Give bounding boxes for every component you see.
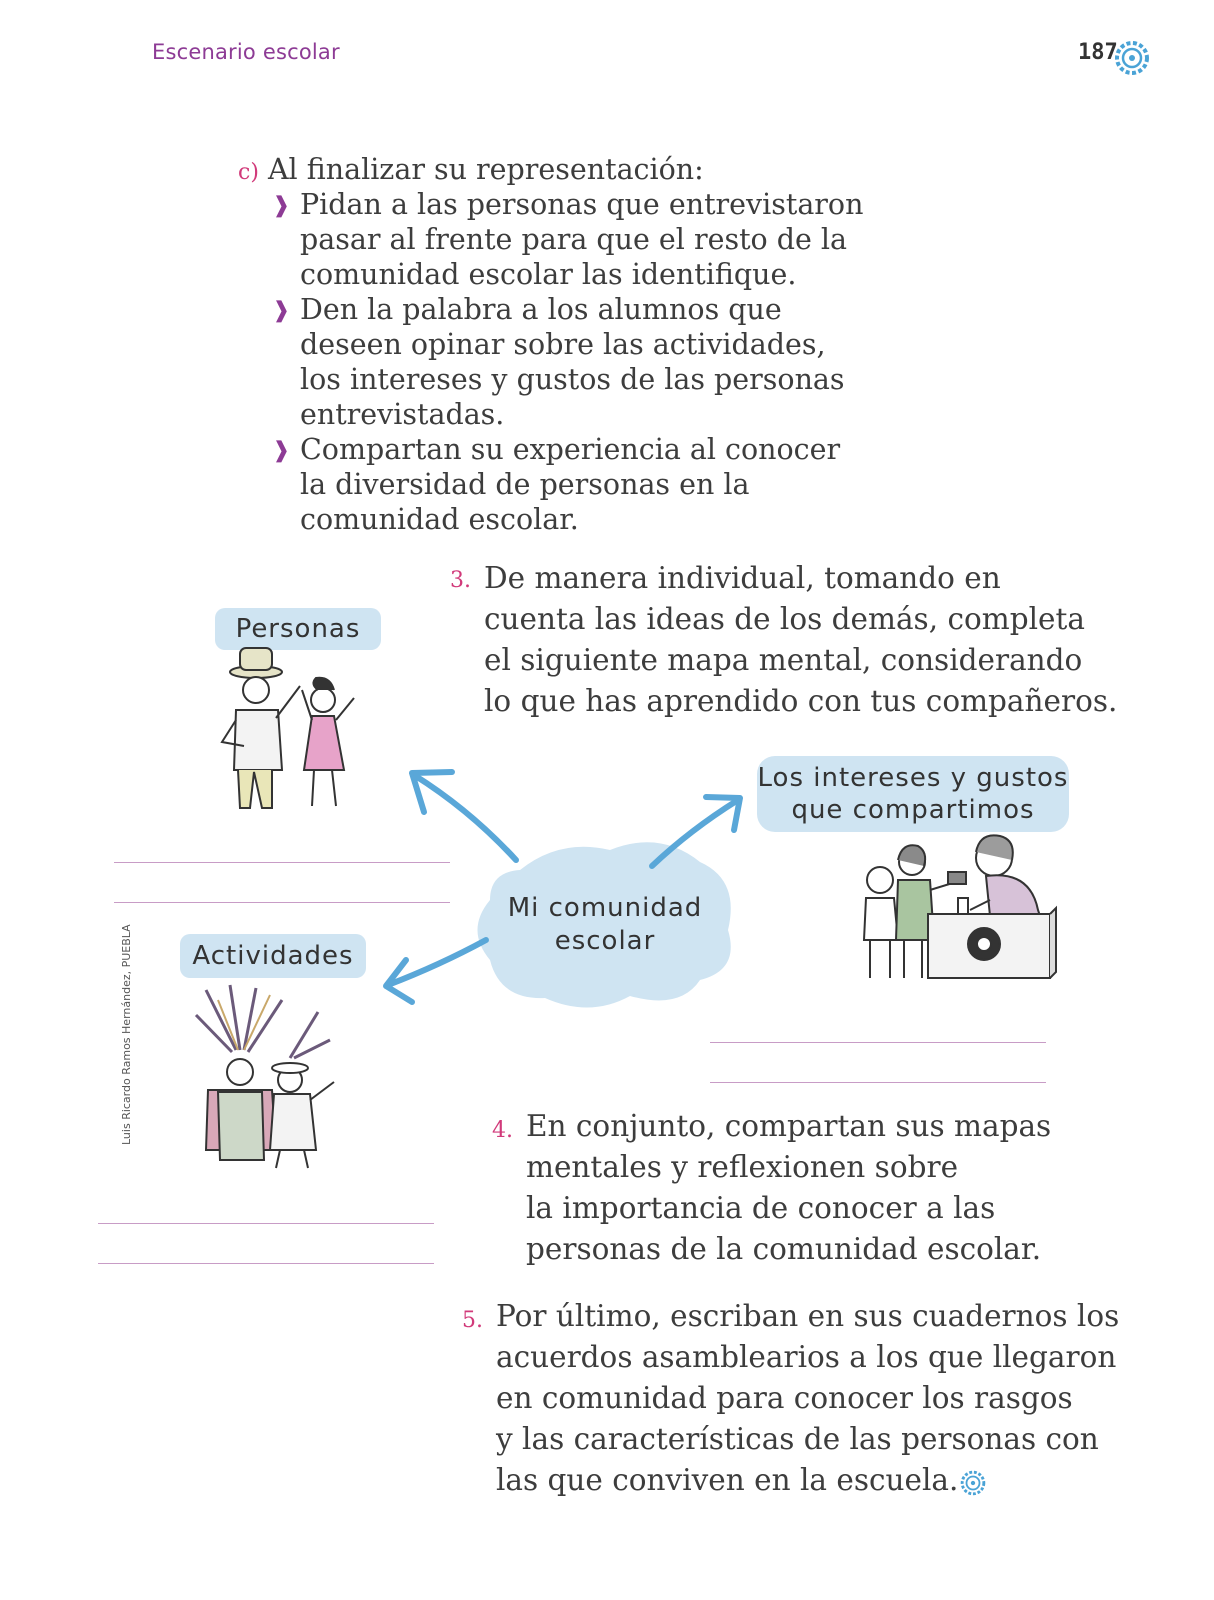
- item-4-text: [526, 1106, 1051, 1270]
- bullet-3-line: Compartan su experiencia al conocer: [300, 433, 841, 466]
- item-5-line: Por último, escriban en sus cuadernos los: [496, 1299, 1120, 1333]
- item-3-number: 3.: [450, 568, 471, 593]
- item-5-last-row: [496, 1460, 1119, 1501]
- item-5-line: y las características de las personas con: [496, 1422, 1099, 1456]
- item-3-line: De manera individual, tomando en: [484, 561, 1001, 595]
- bullet-chevron-icon: ❱: [272, 438, 291, 463]
- item-5-line: acuerdos asamblearios a los que llegaron: [496, 1340, 1117, 1374]
- item-5-text: [496, 1296, 1119, 1501]
- bullet-chevron-icon: ❱: [272, 298, 291, 323]
- bullet-chevron-icon: ❱: [272, 193, 291, 218]
- interests-illustration: [864, 835, 1056, 978]
- writing-line[interactable]: [710, 1042, 1046, 1043]
- item-4-line: personas de la comunidad escolar.: [526, 1232, 1042, 1266]
- center-line: escolar: [554, 926, 656, 956]
- writing-line[interactable]: [98, 1263, 434, 1264]
- writing-line[interactable]: [114, 902, 450, 903]
- illustration-credit: Luis Ricardo Ramos Hernández, PUEBLA: [120, 924, 133, 1145]
- bullet-2-line: Den la palabra a los alumnos que: [300, 293, 782, 326]
- activities-illustration: [196, 985, 334, 1168]
- page-number: 187: [1078, 40, 1118, 65]
- writing-line[interactable]: [114, 862, 450, 863]
- bullet-1-line: comunidad escolar las identifique.: [300, 258, 797, 291]
- bullet-1-line: Pidan a las personas que entrevistaron: [300, 188, 864, 221]
- writing-line[interactable]: [710, 1082, 1046, 1083]
- item-5-line: las que conviven en la escuela.: [496, 1463, 959, 1497]
- section-title: Escenario escolar: [152, 40, 340, 64]
- arrow-to-persons: [414, 775, 516, 860]
- mind-map-center: [500, 892, 710, 958]
- interests-label-line: Los intereses y gustos: [757, 763, 1069, 793]
- bullet-2-line: deseen opinar sobre las actividades,: [300, 328, 826, 361]
- arrow-to-interests: [652, 800, 738, 866]
- end-flower-icon: [960, 1470, 986, 1496]
- item-3-line: el siguiente mapa mental, considerando: [484, 643, 1083, 677]
- bullet-1-line: pasar al frente para que el resto de la: [300, 223, 848, 256]
- item-4-line: mentales y reflexionen sobre: [526, 1150, 959, 1184]
- part-c-intro: Al finalizar su representación:: [267, 153, 704, 186]
- part-c-marker: c): [238, 160, 259, 185]
- writing-line[interactable]: [98, 1223, 434, 1224]
- bullet-3-line: la diversidad de personas en la: [300, 468, 750, 501]
- item-4-line: En conjunto, compartan sus mapas: [526, 1109, 1052, 1143]
- interests-label-line: que compartimos: [791, 795, 1035, 825]
- item-4-line: la importancia de conocer a las: [526, 1191, 996, 1225]
- item-5-number: 5.: [462, 1308, 483, 1333]
- persons-label: Personas: [215, 608, 381, 650]
- item-4-number: 4.: [492, 1118, 513, 1143]
- item-3-line: cuenta las ideas de los demás, completa: [484, 602, 1085, 636]
- activities-label-text: Actividades: [192, 941, 354, 971]
- item-5-line: en comunidad para conocer los rasgos: [496, 1381, 1073, 1415]
- bullet-2-line: los intereses y gustos de las personas: [300, 363, 845, 396]
- item-3-line: lo que has aprendido con tus compañeros.: [484, 684, 1118, 718]
- bullet-3-line: comunidad escolar.: [300, 503, 579, 536]
- bullet-2-line: entrevistadas.: [300, 398, 505, 431]
- persons-illustration: [222, 648, 354, 808]
- center-line: Mi comunidad: [507, 893, 703, 923]
